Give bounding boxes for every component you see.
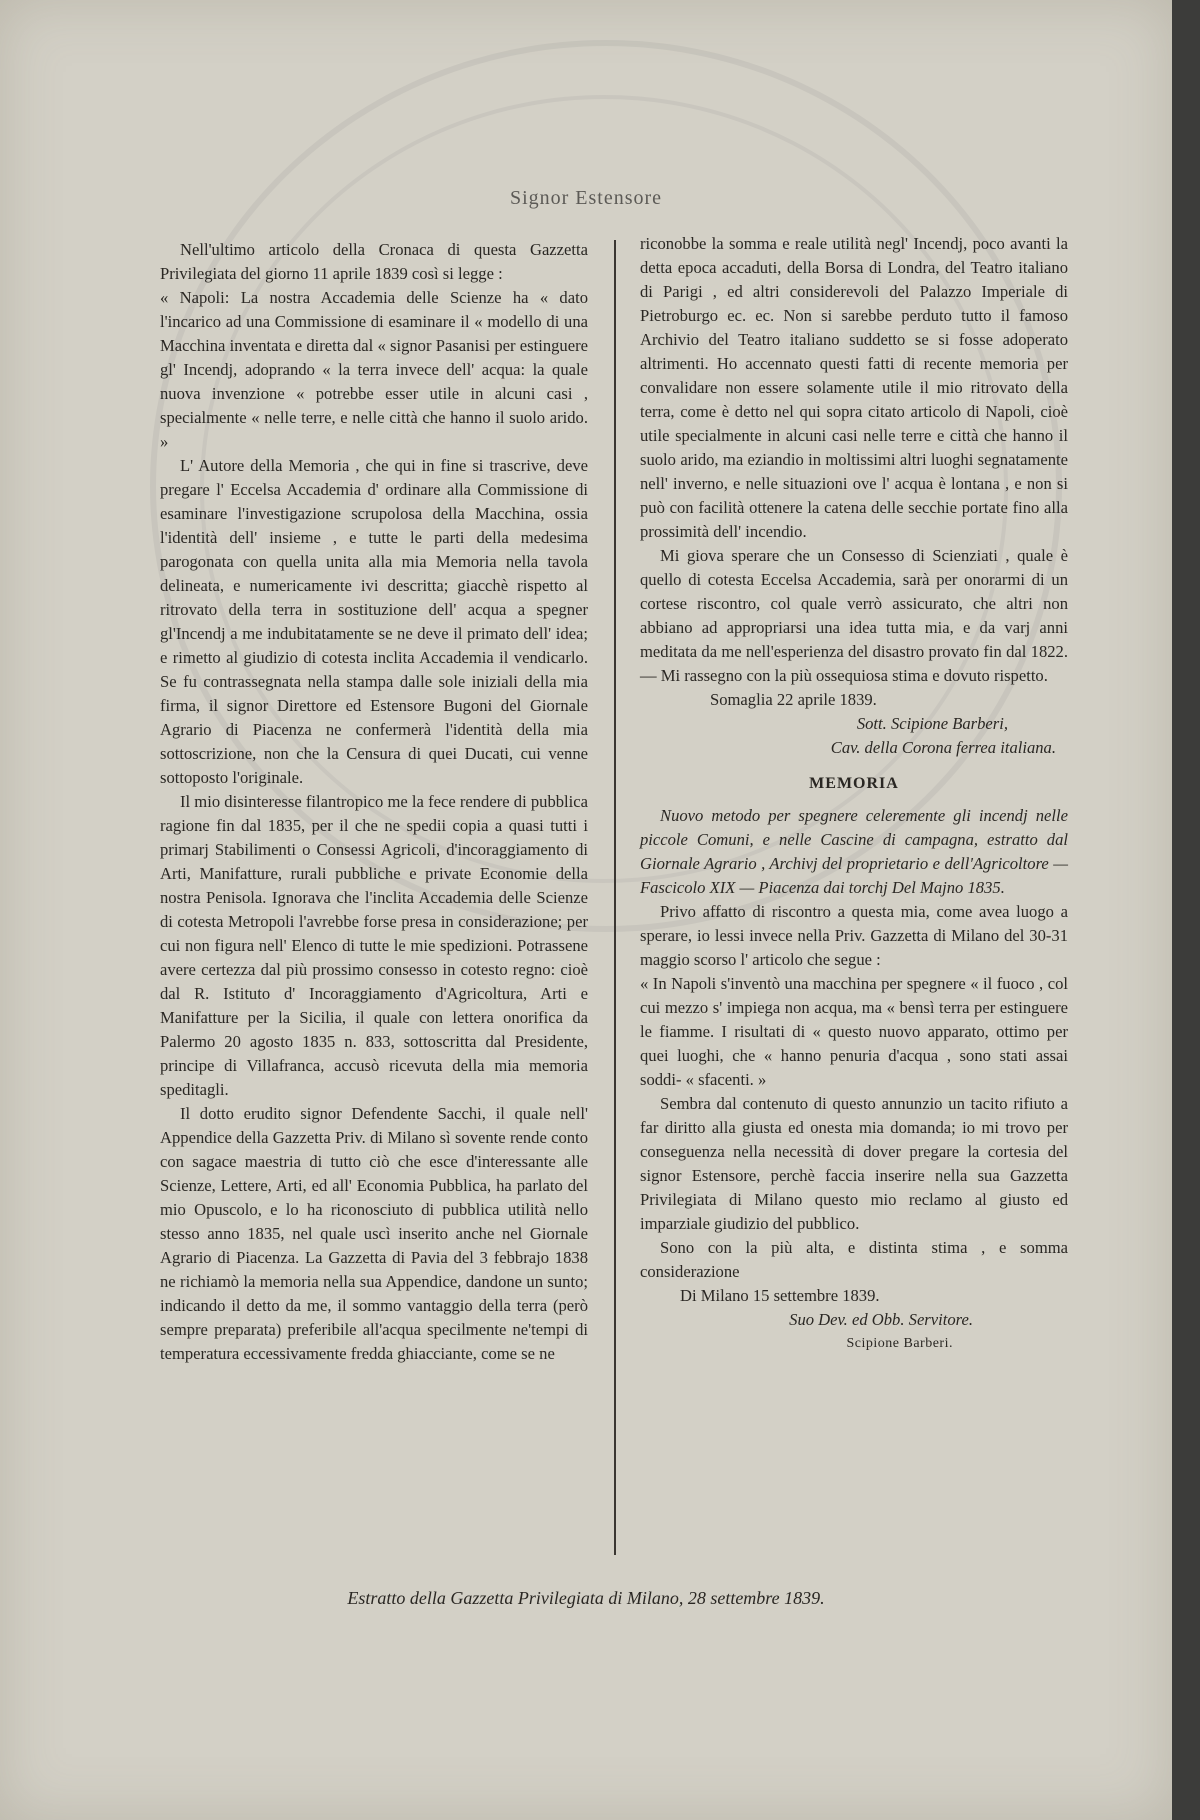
signature-title: Cav. della Corona ferrea italiana. <box>830 738 1056 757</box>
right-quote: « In Napoli s'inventò una macchina per spegnere « il fuoco , col cui mezzo s' impiega non acqua, ma « bensì terra per estinguere le fiamme. I risultati di « questo nuovo apparato, ottimo per quei luoghi, che « hanno penuria d'acqua , sono stati assai soddi- « sfacenti. » <box>640 974 1068 1089</box>
closing-place-date: Di Milano 15 settembre 1839. <box>680 1286 880 1305</box>
column-divider <box>614 240 616 1555</box>
left-column <box>160 238 588 1366</box>
letter-place-date: Somaglia 22 aprile 1839. <box>710 690 877 709</box>
right-column <box>640 232 1068 1356</box>
right-paragraph-2: Mi giova sperare che un Consesso di Scienziati , quale è quello di cotesta Eccelsa Accademia, sarà per onorarmi di un cortese riscontro, col quale verrò assicurato, che altri non abbiano ad appropriarsi una idea tutta mia, e da varj anni meditata da me nell'esperienza del disastro provato fin dal 1822. — Mi rassegno con la più ossequiosa stima e dovuto rispetto. <box>640 546 1068 685</box>
memoria-heading: MEMORIA <box>809 775 899 792</box>
left-paragraph-1: Nell'ultimo articolo della Cronaca di questa Gazzetta Privilegiata del giorno 11 aprile 1839 così si legge : <box>160 240 588 283</box>
closing-name: Scipione Barberi. <box>846 1336 953 1351</box>
right-paragraph-4: Sembra dal contenuto di questo annunzio un tacito rifiuto a far diritto alla giusta ed onesta mia domanda; io mi trovo per conseguenza nella necessità di dover pregare la cortesia del signor Estensore, perchè faccia inserire nella sua Gazzetta Privilegiata di Milano questo mio reclamo al giusto ed imparziale giudizio del pubblico. <box>640 1094 1068 1233</box>
footer-source: Estratto della Gazzetta Privilegiata di Milano, 28 settembre 1839. <box>347 1588 825 1608</box>
closing-servant: Suo Dev. ed Obb. Servitore. <box>789 1310 973 1329</box>
right-paragraph-5: Sono con la più alta, e distinta stima , e somma considerazione <box>640 1238 1068 1281</box>
left-paragraph-3: Il mio disinteresse filantropico me la fece rendere di pubblica ragione fin dal 1835, per il che ne spedii copia a quasi tutti i primarj Stabilimenti o Consessi Agricoli, d'incoraggiamento di Arti, Manifatture, rurali pubbliche e private Economie della nostra Penisola. Ignorava che l'inclita Accademia delle Scienze di cotesta Metropoli l'avrebbe forse presa in considerazione; per cui non figura nell' Elenco di tutte le mie spedizioni. Potrassene avere certezza dal più prossimo consesso in cotesto regno: cioè dal R. Istituto d' Incoraggiamento d'Agricoltura, Arti e Manifatture per la Sicilia, il quale con lettera onorifica da Palermo 20 agosto 1835 n. 833, sottoscritta dal Presidente, principe di Villafranca, accusò ricevuta della mia memoria speditagli. <box>160 792 588 1099</box>
left-paragraph-4: Il dotto erudito signor Defendente Sacchi, il quale nell' Appendice della Gazzetta Priv. di Milano sì sovente rende conto con sagace maestria di tutto ciò che esce d'interessante alle Scienze, Lettere, Arti, ed all' Economia Pubblica, ha parlato del mio Opuscolo, e lo ha riconosciuto di pubblica utilità nello stesso anno 1835, nel quale uscì inserito anche nel Giornale Agrario di Piacenza. La Gazzetta di Pavia del 3 febbrajo 1838 ne richiamò la memoria nella sua Appendice, dandone un sunto; indicando il detto da me, il sommo vantaggio della terra (però sempre preparata) preferibile all'acqua specilmente ne'tempi di temperatura eccessivamente fredda ghiacciante, come se ne <box>160 1104 588 1363</box>
left-paragraph-2: L' Autore della Memoria , che qui in fine si trascrive, deve pregare l' Eccelsa Accademia d' ordinare alla Commissione di esaminare l'investigazione scrupolosa della Macchina, ossia l'identità dell' insieme , e tutte le parti della medesima parogonata con quella unita alla mia Memoria nella tavola delineata, e numericamente ivi descritta; giacchè rispetto al ritrovato della terra in sostituzione dell' acqua a spegner gl'Incendj a me indubitatamente se ne deve il primato dell' idea; e rimetto al giudizio di cotesta inclita Accademia il vendicarlo. Se fu contrassegnata nella stampa dalle sole iniziali della mia firma, il signor Direttore ed Estensore Bugoni del Giornale Agrario di Piacenza ne confermerà l'identità della mia sottoscrizione, non che la Censura di quei Ducati, cui venne sottoposto l'originale. <box>160 456 588 787</box>
memoria-description: Nuovo metodo per spegnere celeremente gli incendj nelle piccole Comuni, e nelle Cascine di campagna, estratto dal Giornale Agrario , Archivj del proprietario e dell'Agricoltore — Fascicolo XIX — Piacenza dai torchj Del Majno 1835. <box>640 806 1068 897</box>
signature-name: Sott. Scipione Barberi, <box>856 714 1008 733</box>
page-edge <box>1172 0 1200 1820</box>
left-quote: « Napoli: La nostra Accademia delle Scienze ha « dato l'incarico ad una Commissione di esaminare il « modello di una Macchina inventata e diretta dal « signor Pasanisi per estinguere gl' Incendj, adoprando « la terra invece dell' acqua: la quale nuova invenzione « potrebbe esser utile in alcuni casi , specialmente « nelle terre, e nelle città che hanno il suolo arido. » <box>160 288 588 451</box>
right-paragraph-3: Privo affatto di riscontro a questa mia, come avea luogo a sperare, io lessi invece nella Priv. Gazzetta di Milano del 30-31 maggio scorso l' articolo che segue : <box>640 902 1068 969</box>
right-paragraph-1: riconobbe la somma e reale utilità negl' Incendj, poco avanti la detta epoca accaduti, della Borsa di Londra, del Teatro italiano di Parigi , ed altri considerevoli del Palazzo Imperiale di Pietroburgo ec. ec. Non si sarebbe perduto tutto il famoso Archivio del Teatro italiano suddetto se si fosse adoperato altrimenti. Ho accennato questi fatti di recente memoria per convalidare non essere solamente utile il mio ritrovato della terra, come è detto nel qui sopra citato articolo di Napoli, cioè utile specialmente in alcuni casi nelle terre e città che hanno il suolo arido, ma eziandio in moltissimi altri luoghi segnatamente nell' inverno, e nelle situazioni ove l' acqua è lontana , e non si può con facilità ottenere la catena delle secchie portate fino alla prossimità dell' incendio. <box>640 234 1068 541</box>
letter-heading: Signor Estensore <box>509 187 663 209</box>
